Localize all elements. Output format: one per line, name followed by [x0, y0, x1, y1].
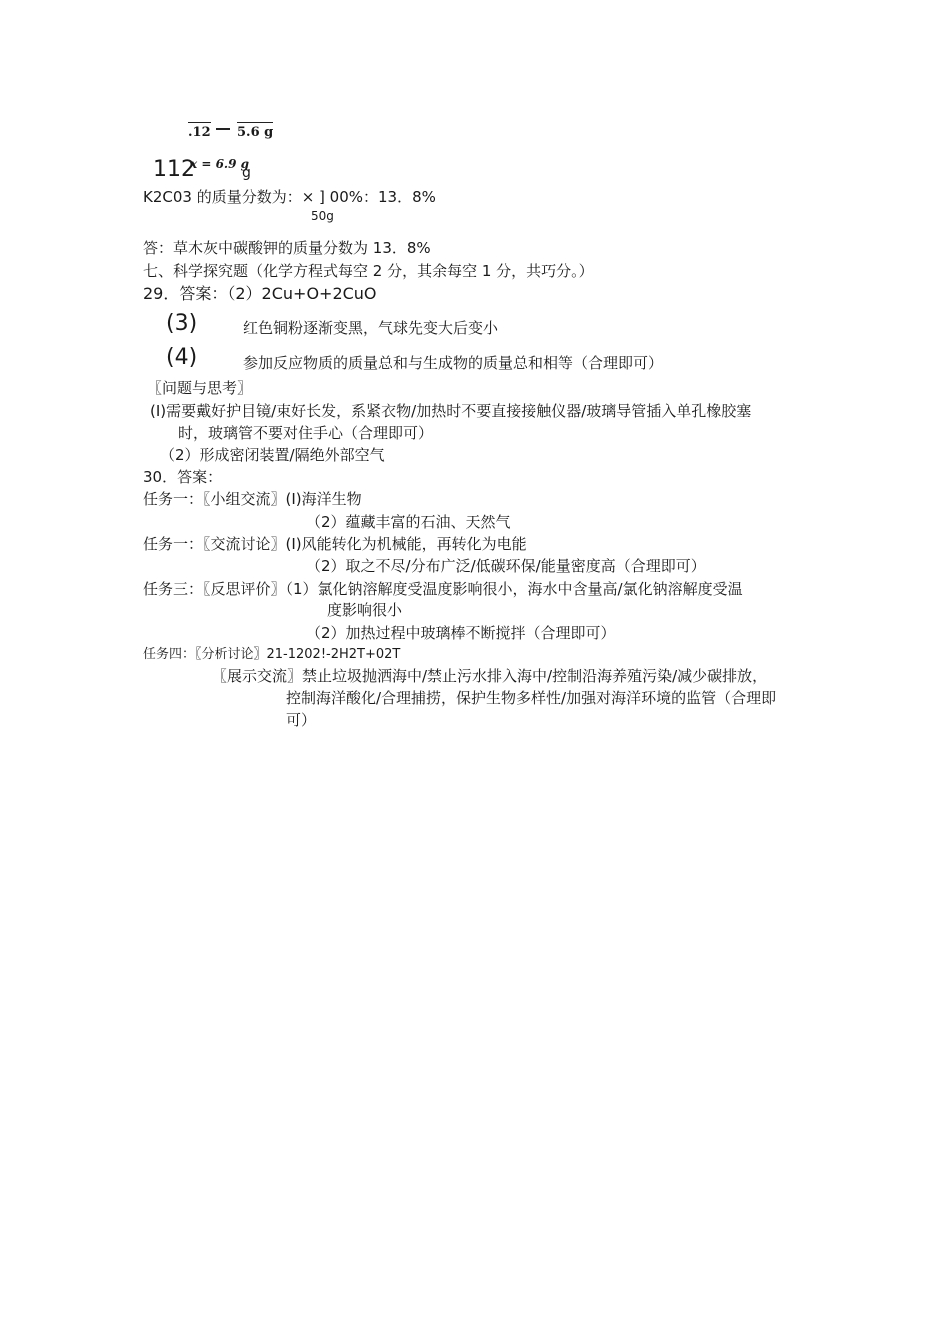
q29-item3-text: 红色铜粉逐渐变黑，气球先变大后变小 [243, 319, 499, 337]
mass-fraction-line: K2C03 的质量分数为：× ] 00%：13．8% [143, 188, 436, 206]
q29-item4-num: (4) [166, 345, 198, 370]
q29-item4-text: 参加反应物质的质量总和与生成物的质量总和相等（合理即可） [243, 354, 664, 372]
denominator-50g: 50g [311, 209, 334, 223]
task2-line2: （2）取之不尽/分布广泛/低碳环保/能量密度高（合理即可） [306, 557, 706, 575]
fraction-left: .12 [188, 122, 211, 141]
task1-line2: （2）蕴藏丰富的石油、天然气 [306, 513, 511, 531]
task4-line3: 控制海洋酸化/合理捕捞，保护生物多样性/加强对海洋环境的监管（合理即 [286, 689, 777, 707]
task2-line1: 任务一：〖交流讨论〗(Ⅰ)风能转化为机械能，再转化为电能 [143, 535, 527, 553]
think1-line2: 时，玻璃管不要对住手心（合理即可） [178, 424, 434, 442]
g-unit: g [242, 165, 251, 181]
q29-item3-num: (3) [166, 311, 198, 336]
answer-line: 答：草木灰中碳酸钾的质量分数为 13．8% [143, 239, 431, 257]
task3-line2: 度影响很小 [327, 601, 403, 619]
task1-line1: 任务一：〖小组交流〗(Ⅰ)海洋生物 [143, 490, 362, 508]
minus-sign [216, 128, 230, 130]
number-112: 112 [153, 157, 195, 182]
x-equation: x = 6.9 g [190, 157, 250, 171]
think1-line1: (Ⅰ)需要戴好护目镜/束好长发，系紧衣物/加热时不要直接接触仪器/玻璃导管插入单孔橡胶塞 [150, 402, 752, 420]
task4-line2: 〖展示交流〗禁止垃圾抛洒海中/禁止污水排入海中/控制沿海养殖污染/减少碳排放， [212, 667, 768, 685]
task4-line1: 任务四：〖分析讨论〗21-1202!-2H2T+02T [143, 647, 401, 662]
think-heading: 〖问题与思考〗 [147, 379, 253, 397]
task3-line1: 任务三：〖反思评价〗（1）氯化钠溶解度受温度影响很小，海水中含量高/氯化钠溶解度受温 [143, 580, 743, 598]
fraction-right: 5.6 g [237, 122, 273, 141]
task4-line4: 可） [286, 711, 317, 729]
section7-heading: 七、科学探究题（化学方程式每空 2 分，其余每空 1 分，共巧分。） [143, 262, 594, 280]
think2: （2）形成密闭装置/隔绝外部空气 [160, 446, 385, 464]
task3-line3: （2）加热过程中玻璃棒不断搅拌（合理即可） [306, 624, 616, 642]
q29-label: 29．答案：（2）2Cu+O+2CuO [143, 284, 377, 303]
q30-label: 30．答案： [143, 468, 223, 486]
